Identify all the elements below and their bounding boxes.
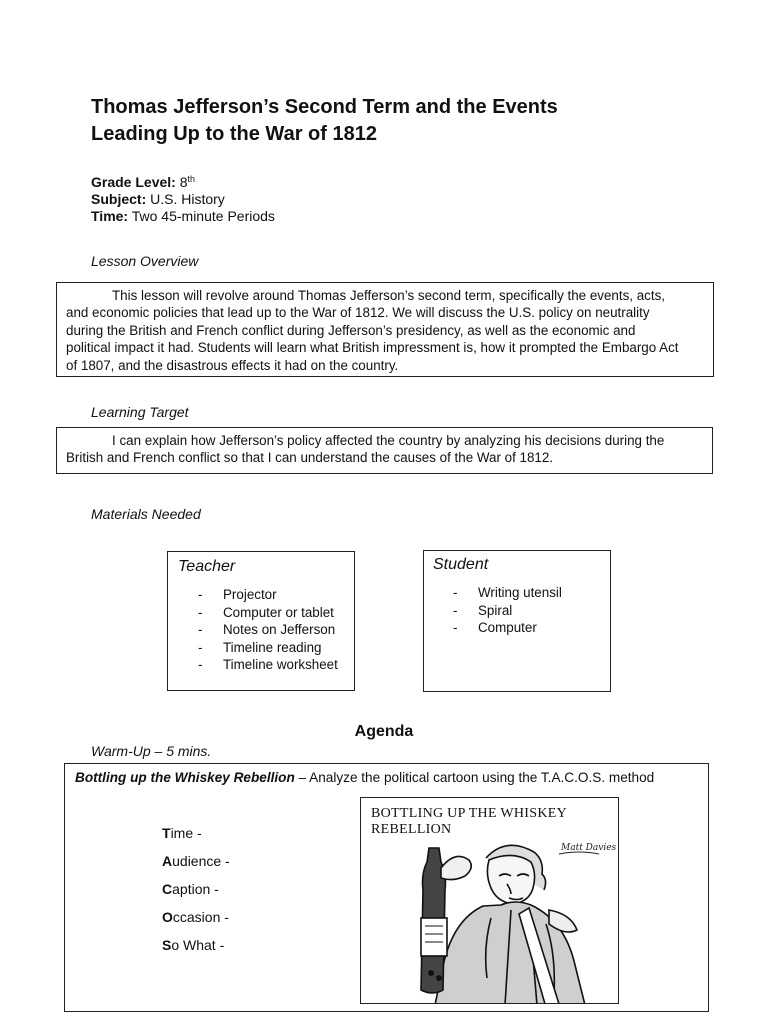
warmup-heading: Warm-Up – 5 mins. <box>91 743 212 759</box>
materials-heading: Materials Needed <box>91 506 201 522</box>
lesson-overview-box <box>56 282 714 377</box>
list-item: - Spiral <box>453 602 601 620</box>
list-item: - Projector <box>198 586 344 604</box>
student-title: Student <box>433 556 489 573</box>
tacos-time <box>162 825 202 841</box>
overview-line-5: of 1807, and the disastrous effects it had on the country. <box>66 357 399 373</box>
student-materials-box <box>423 550 611 692</box>
target-line-2: British and French conflict so that I can understand the causes of the War of 1812. <box>66 450 554 466</box>
grade-level-suffix: th <box>187 174 196 184</box>
tacos-letter: A <box>162 853 173 869</box>
grade-level-value: 8 <box>179 174 188 190</box>
subject-value: U.S. History <box>150 191 225 207</box>
page-title-line-2: Leading Up to the War of 1812 <box>91 123 377 145</box>
list-item: - Notes on Jefferson <box>198 621 344 639</box>
tacos-audience <box>162 853 230 869</box>
cartoon-caption: BOTTLING UP THE WHISKEY REBELLION <box>371 806 567 837</box>
tacos-letter: T <box>162 825 171 841</box>
tacos-letter: S <box>162 937 172 953</box>
overview-line-2: and economic policies that lead up to the War of 1812. We will discuss the U.S. policy on neutrality <box>66 305 650 321</box>
tacos-so-what <box>162 937 224 953</box>
activity-title: Bottling up the Whiskey Rebellion <box>75 770 295 785</box>
cartoon-signature <box>559 843 617 854</box>
list-item: - Timeline worksheet <box>198 656 344 674</box>
time <box>91 208 275 225</box>
time-value: Two 45-minute Periods <box>131 208 275 224</box>
activity-description: – Analyze the political cartoon using the T.A.C.O.S. method <box>294 770 655 785</box>
teacher-materials-list <box>178 586 344 674</box>
learning-target-heading: Learning Target <box>91 404 189 420</box>
tacos-word: ccasion - <box>172 909 229 925</box>
overview-line-4: political impact it had. Students will learn what British impressment is, how it prompted the Embargo Act <box>66 340 679 356</box>
teacher-materials-box <box>167 551 355 691</box>
teacher-title: Teacher <box>178 558 236 575</box>
target-line-1: I can explain how Jefferson’s policy affected the country by analyzing his decisions during the <box>112 433 665 448</box>
subject <box>91 191 225 208</box>
warmup-activity <box>75 770 654 785</box>
page-title-line-1: Thomas Jefferson’s Second Term and the Events <box>91 96 558 118</box>
list-item: - Timeline reading <box>198 639 344 657</box>
overview-line-3: during the British and French conflict during Jefferson’s presidency, as well as the economic and <box>66 322 636 338</box>
tacos-caption <box>162 881 219 897</box>
student-materials-list <box>433 584 601 637</box>
tacos-occasion <box>162 909 229 925</box>
tacos-word: aption - <box>172 881 219 897</box>
agenda-title: Agenda <box>354 723 414 740</box>
cartoon-illustration <box>361 798 619 1004</box>
svg-text:Matt Davies: Matt Davies <box>561 843 617 853</box>
lesson-overview-heading: Lesson Overview <box>91 253 199 269</box>
grade-level <box>91 174 195 191</box>
grade-level-label: Grade Level: <box>91 174 176 190</box>
list-item: - Computer <box>453 619 601 637</box>
subject-label: Subject: <box>91 191 147 207</box>
list-item: - Computer or tablet <box>198 604 344 622</box>
overview-line-1: This lesson will revolve around Thomas Jefferson’s second term, specifically the events, acts, <box>112 288 665 303</box>
tacos-word: udience - <box>172 853 230 869</box>
list-item: - Writing utensil <box>453 584 601 602</box>
learning-target-box <box>56 427 713 474</box>
tacos-letter: C <box>162 881 173 897</box>
political-cartoon <box>360 797 619 1004</box>
tacos-letter: O <box>162 909 173 925</box>
tacos-word: ime - <box>170 825 202 841</box>
tacos-word: o What - <box>171 937 225 953</box>
page-title <box>91 94 711 148</box>
time-label: Time: <box>91 208 129 224</box>
